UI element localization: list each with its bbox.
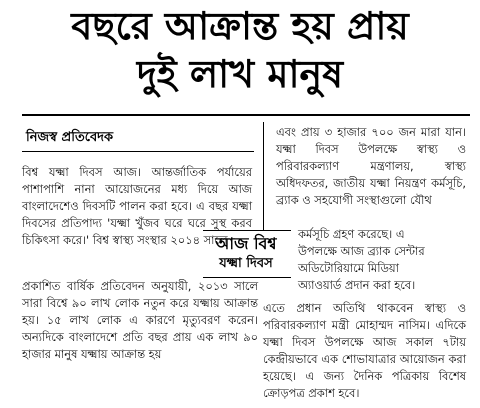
article-wrap-line: অ্যাওয়ার্ড প্রদান করা হবে।: [298, 278, 416, 292]
article-paragraph: বিশ্ব যক্ষ্মা দিবস আজ। আন্তর্জাতিক পর্যায়ের পাশাপাশি নানা আয়োজনের মধ্য দিয়ে আজ বাংলাদেশেও দিবসটি পালন করা হবে। এ বছর যক্ষ্মা দিবসের প্রতিপাদ্য 'যক্ষ্মা খুঁজব ঘরে ঘরে সুস্থ করব চিকিৎসা করে।' বিশ্ব স্বাস্থ্য সংস্থার ২০১৪ সালে: [22, 165, 252, 247]
article-right-bottom: [263, 300, 466, 401]
article-wrap-line: অডিটোরিয়ামে মিডিয়া: [298, 261, 399, 275]
headline-line-2: দুই লাখ মানুষ: [136, 52, 344, 96]
byline: নিজস্ব প্রতিবেদক: [26, 130, 114, 145]
article-left-bottom: [22, 278, 258, 363]
article-paragraph: প্রকাশিত বার্ষিক প্রতিবেদন অনুযায়ী, ২০১৩ সালে সারা বিশ্বে ৯০ লাখ লোক নতুন করে যক্ষ্মায় আক্রান্ত হয়। ১৫ লাখ লোক এ কারণে মৃত্যুবরণ করেন। অন্যদিকে বাংলাদেশে প্রতি বছর প্রায় এক লাখ ৯০ হাজার মানুষ যক্ষ্মায় আক্রান্ত হয়: [22, 279, 258, 361]
callout-line-2: যক্ষ্মা দিবস: [219, 256, 273, 271]
article-wrap-line: উপলক্ষে আজ ব্র্যাক সেন্টার: [298, 244, 425, 258]
article-right-top: [276, 124, 466, 209]
article-wrap-line: কর্মসূচি গ্রহণ করেছে। এ: [298, 227, 405, 241]
byline-rule: [22, 151, 254, 152]
top-rule: [22, 114, 470, 116]
article-paragraph: এবং প্রায় ৩ হাজার ৭০০ জন মারা যান। যক্ষ্মা দিবস উপলক্ষে স্বাস্থ্য ও পরিবারকল্যাণ মন্ত্রণালয়, স্বাস্থ্য অধিদফতর, জাতীয় যক্ষ্মা নিয়ন্ত্রণ কর্মসূচি, ব্র্যাক ও সহযোগী সংস্থাগুলো যৌথ: [276, 125, 466, 207]
headline-line-1: বছরে আক্রান্ত হয় প্রায়: [71, 4, 409, 48]
callout-line-1: আজ বিশ্ব: [215, 234, 277, 253]
headline: [0, 2, 480, 98]
callout-box: [203, 233, 289, 274]
column-divider: [263, 122, 264, 230]
article-paragraph: এতে প্রধান অতিথি থাকবেন স্বাস্থ্য ও পরিবারকল্যাণ মন্ত্রী মোহাম্মদ নাসিম। এদিকে যক্ষ্মা দিবস উপলক্ষে আজ সকাল ৭টায় কেন্দ্রীয়ভাবে এক শোভাযাত্রার আয়োজন করা হয়েছে। এ জন্য দৈনিক পত্রিকায় বিশেষ ক্রোড়পত্র প্রকাশ হবে।: [263, 301, 466, 400]
